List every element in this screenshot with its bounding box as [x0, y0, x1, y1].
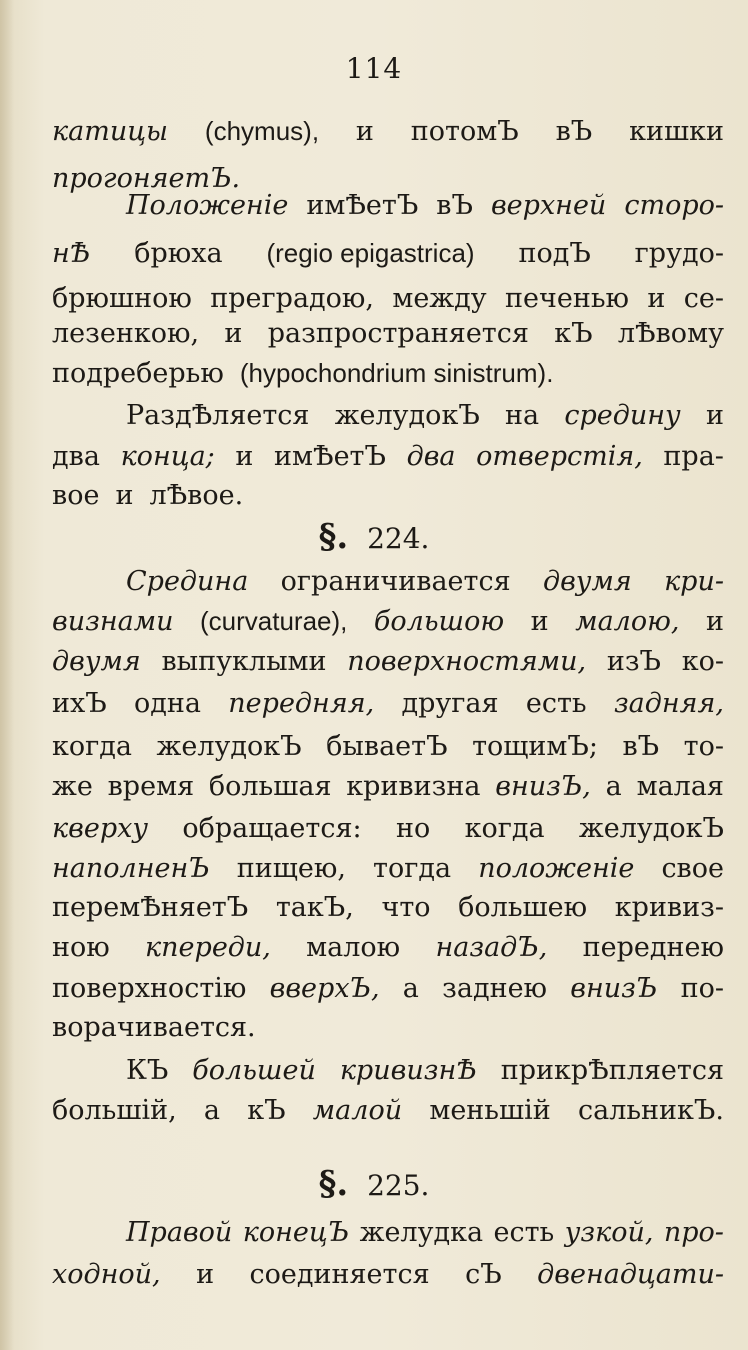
word: катицы	[52, 116, 169, 147]
word: внизЪ	[570, 973, 658, 1004]
section-symbol: §.	[318, 1164, 349, 1204]
word: малою	[306, 932, 401, 963]
word: двумя	[542, 566, 632, 597]
section-heading-225	[0, 1164, 748, 1204]
word: но	[395, 813, 431, 844]
word: есть	[525, 688, 587, 719]
word: изЪ	[606, 646, 661, 677]
word: кверху	[52, 813, 148, 844]
text-line	[52, 482, 243, 509]
word: и	[706, 400, 724, 431]
text-line	[52, 894, 724, 921]
text-line	[52, 648, 724, 675]
word: одна	[134, 688, 201, 719]
word: сторо-	[624, 190, 724, 221]
word: кпереди,	[145, 932, 271, 963]
word: переднею	[582, 932, 724, 963]
word: вЪ	[555, 116, 593, 147]
word: и	[224, 318, 243, 349]
word: выпуклыми	[161, 646, 327, 677]
word: меньшій	[429, 1095, 551, 1126]
word: задняя,	[613, 688, 724, 719]
text-line	[126, 402, 724, 429]
word: два	[52, 441, 100, 472]
word: когда	[52, 731, 132, 762]
word: на	[505, 400, 540, 431]
word: преградою,	[210, 283, 375, 314]
section-number: 224.	[367, 522, 430, 555]
word: поверхностію	[52, 973, 247, 1004]
word: и	[355, 116, 374, 147]
word: обращается:	[182, 813, 362, 844]
text-line	[52, 443, 724, 470]
word: когда	[464, 813, 545, 844]
text-line	[126, 568, 724, 595]
word: вое	[52, 480, 100, 511]
word: малая	[636, 771, 724, 802]
word: ограничивается	[280, 566, 511, 597]
word: наполненЪ	[52, 853, 210, 884]
word: такЪ,	[275, 892, 354, 923]
text-line	[52, 934, 724, 961]
word: а	[402, 973, 419, 1004]
word: средину	[564, 400, 681, 431]
word: КЪ	[126, 1055, 169, 1086]
word: разпространяется	[267, 318, 529, 349]
text-line	[126, 1219, 724, 1246]
word: РаздѢляется	[126, 400, 310, 431]
section-symbol: §.	[318, 517, 349, 557]
word: большая	[208, 771, 332, 802]
word: другая	[401, 688, 499, 719]
word: время	[107, 771, 195, 802]
text-line	[52, 773, 724, 800]
word: вЪ	[622, 731, 660, 762]
text-line	[52, 855, 724, 882]
word: лезенкою,	[52, 318, 200, 349]
page-edge-shadow	[0, 0, 14, 1350]
section-heading-224	[0, 517, 748, 557]
word: подЪ	[518, 238, 591, 269]
word: большею	[458, 892, 588, 923]
text-line	[52, 1261, 724, 1288]
text-line	[52, 1014, 256, 1041]
word: кривизна	[346, 771, 481, 802]
text-line	[52, 320, 724, 347]
word: положеніе	[478, 853, 635, 884]
word: соединяется	[249, 1259, 430, 1290]
word: тогда	[373, 853, 452, 884]
word: малою,	[575, 606, 680, 637]
word: свое	[661, 853, 724, 884]
text-line	[52, 240, 724, 267]
word: Средина	[126, 566, 249, 597]
word: конецЪ	[242, 1217, 350, 1248]
text-line	[126, 192, 724, 219]
word: пра-	[663, 441, 724, 472]
word: а	[605, 771, 622, 802]
word: кЪ	[554, 318, 593, 349]
word: (hypochondrium sinistrum).	[239, 358, 554, 388]
word: то-	[683, 731, 724, 762]
word: кривизнѢ	[339, 1055, 477, 1086]
word: двумя	[52, 646, 141, 677]
word: потомЪ	[410, 116, 519, 147]
word: имѢетЪ	[274, 441, 386, 472]
word: назадЪ,	[435, 932, 548, 963]
word: и	[647, 283, 666, 314]
word: передняя,	[228, 688, 375, 719]
word: ворачивается.	[52, 1012, 256, 1043]
word: и	[530, 606, 549, 637]
word: а	[203, 1095, 221, 1126]
word: кри-	[664, 566, 724, 597]
word: печенью	[505, 283, 630, 314]
word: сальникЪ.	[577, 1095, 724, 1126]
word: Правой	[126, 1217, 233, 1248]
word: лѢвому	[617, 318, 724, 349]
text-line	[52, 118, 724, 145]
word: прогоняетЪ.	[52, 163, 241, 194]
word: узкой,	[564, 1217, 654, 1248]
word: нѢ	[52, 238, 91, 269]
word: же	[52, 771, 93, 802]
word: бываетЪ	[326, 731, 448, 762]
word: заднею	[442, 973, 548, 1004]
word: большій,	[52, 1095, 177, 1126]
word: кривиз-	[614, 892, 724, 923]
word: брюха	[134, 238, 223, 269]
word: тощимЪ;	[472, 731, 598, 762]
word: (regio epigastrica)	[266, 238, 475, 268]
word: кишки	[629, 116, 724, 147]
word: ходной,	[52, 1259, 161, 1290]
text-line	[52, 165, 240, 192]
word: есть	[493, 1217, 555, 1248]
word: ною	[52, 932, 110, 963]
word: вверхЪ,	[269, 973, 380, 1004]
text-line	[52, 360, 553, 387]
text-line	[52, 690, 724, 717]
word: отверстія,	[476, 441, 643, 472]
word: про-	[663, 1217, 724, 1248]
word: желудка	[359, 1217, 484, 1248]
word: и	[235, 441, 254, 472]
text-line	[52, 815, 724, 842]
word: по-	[680, 973, 724, 1004]
word: желудокЪ	[156, 731, 302, 762]
word: Положеніе	[126, 190, 289, 221]
word: имѢетЪ	[306, 190, 419, 221]
word: верхней	[490, 190, 607, 221]
word: се-	[683, 283, 724, 314]
word: и	[706, 606, 724, 637]
text-line	[52, 733, 724, 760]
word: два	[406, 441, 456, 472]
word: грудо-	[634, 238, 724, 269]
text-line	[126, 1057, 724, 1084]
word: визнами	[52, 606, 174, 637]
word: сЪ	[465, 1259, 502, 1290]
word: брюшною	[52, 283, 192, 314]
word: желудокЪ	[578, 813, 724, 844]
word: и	[115, 480, 134, 511]
word: прикрѢпляется	[500, 1055, 724, 1086]
word: ко-	[681, 646, 724, 677]
page-number: 114	[345, 52, 403, 85]
word: ихЪ	[52, 688, 107, 719]
word: желудокЪ	[334, 400, 480, 431]
word: большей	[192, 1055, 316, 1086]
word: перемѢняетЪ	[52, 892, 249, 923]
word: пищею,	[236, 853, 346, 884]
word: подреберью	[52, 358, 224, 389]
text-line	[52, 1097, 724, 1124]
word: (chymus),	[204, 116, 320, 146]
word: конца;	[120, 441, 215, 472]
text-line	[52, 975, 724, 1002]
word: и	[196, 1259, 215, 1290]
word: малой	[312, 1095, 403, 1126]
text-line	[52, 285, 724, 312]
word: двенадцати-	[537, 1259, 724, 1290]
word: поверхностями,	[347, 646, 587, 677]
word: между	[392, 283, 487, 314]
text-line	[52, 608, 724, 635]
word: лѢвое.	[149, 480, 244, 511]
word: большою	[373, 606, 505, 637]
section-number: 225.	[367, 1169, 430, 1202]
word: (curvaturae),	[200, 606, 348, 636]
word: что	[381, 892, 431, 923]
word: внизЪ,	[495, 771, 591, 802]
word: вЪ	[436, 190, 473, 221]
word: кЪ	[247, 1095, 286, 1126]
